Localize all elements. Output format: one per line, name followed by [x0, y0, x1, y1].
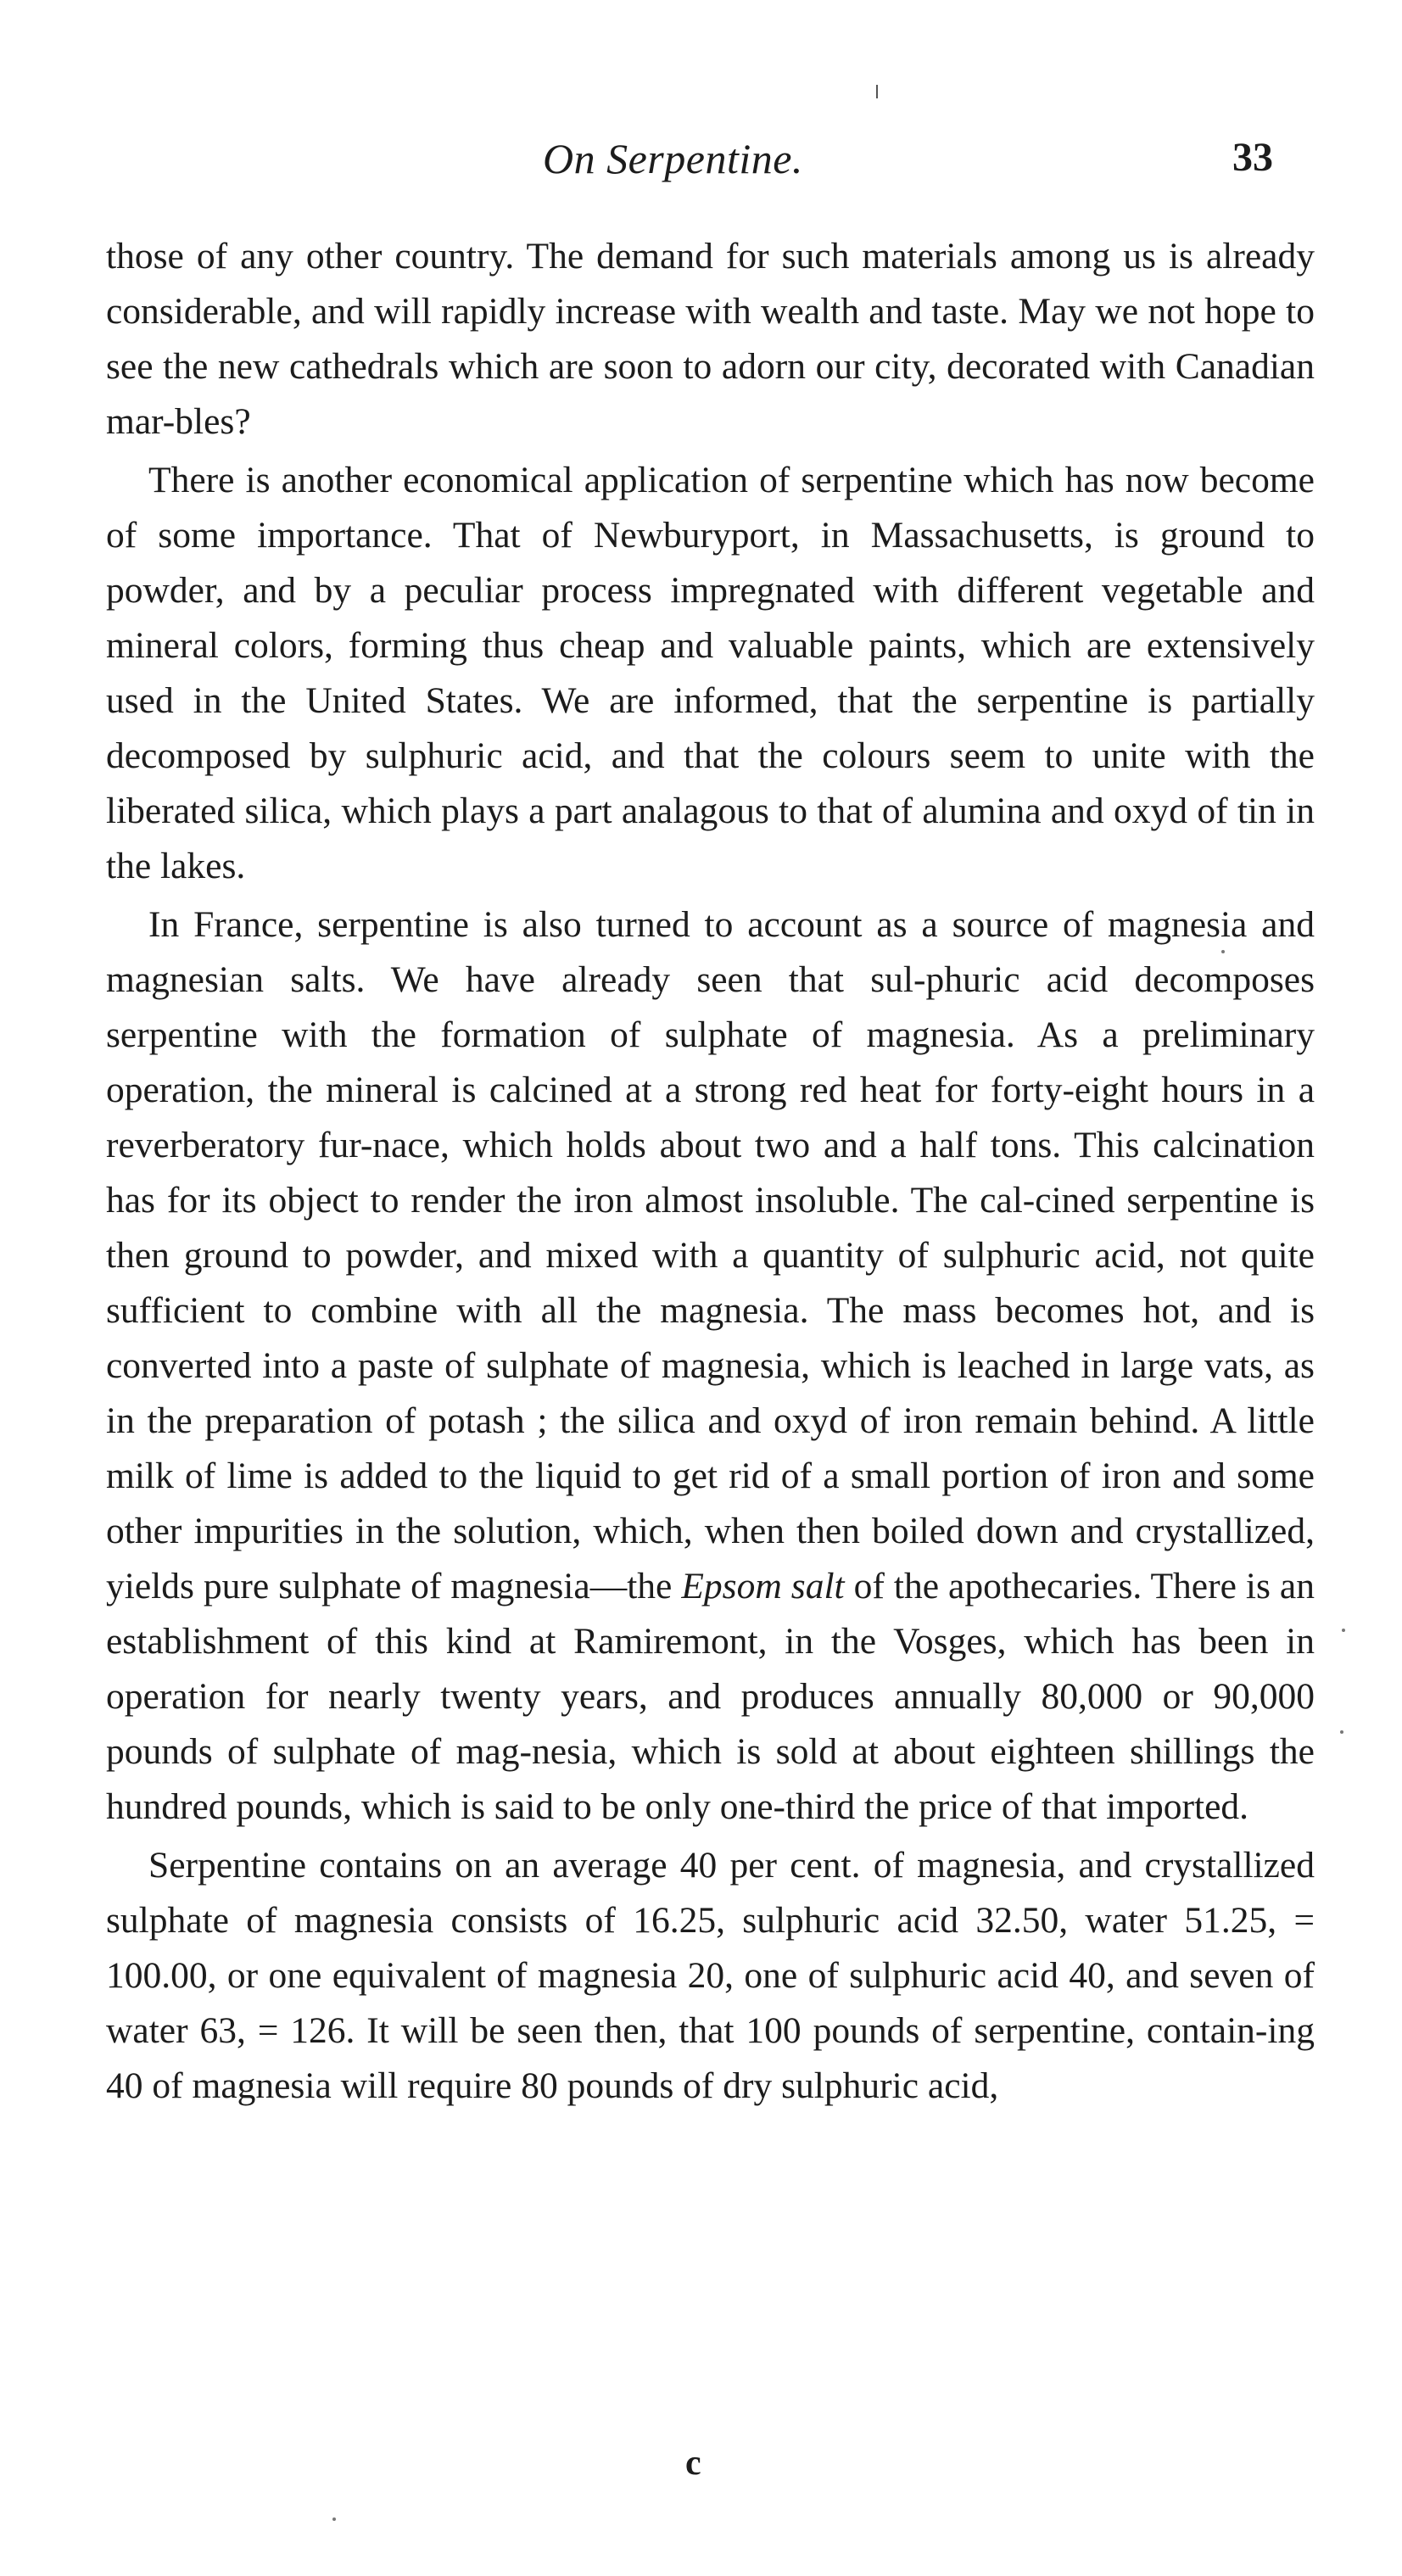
running-title: On Serpentine. [543, 135, 803, 182]
paragraph-3-text-end: of the apothecaries. There is an establishment of this kind at Ramiremont, in the Vosges, which has been in operation for nearly twenty years, and produces annually 80,000 or 90,000 pounds of sulphate of mag-nesia, which is sold at about eighteen shillings the hundred pounds, which is said to be only one-third the price of that imported. [106, 1566, 1315, 1827]
paragraph-3-text-start: In France, serpentine is also turned to account as a source of magnesia and magnesian salts. We have already seen that sul-phuric acid decomposes serpentine with the formation of sulphate of magnesia. As a preliminary operation, the mineral is calcined at a strong red heat for forty-eight hours in a reverberatory fur-nace, which holds about two and a half tons. This calcination has for its object to render the iron almost insoluble. The cal-cined serpentine is then ground to powder, and mixed with a quantity of sulphuric acid, not quite sufficient to combine with all the magnesia. The mass becomes hot, and is converted into a paste of sulphate of magnesia, which is leached in large vats, as in the preparation of potash ; the silica and oxyd of iron remain behind. A little milk of lime is added to the liquid to get rid of a small portion of iron and some other impurities in the solution, which, when then boiled down and crystallized, yields pure sulphate of magnesia—the [106, 904, 1315, 1607]
paragraph-3 [106, 897, 1315, 1835]
ink-speck [1340, 1730, 1343, 1734]
ink-speck [1342, 1629, 1345, 1632]
page-number: 33 [1232, 135, 1273, 180]
paragraph-1: those of any other country. The demand for such materials among us is already considerable, and will rapidly increase with wealth and taste. May we not hope to see the new cathedrals which are soon to adorn our city, decorated with Canadian mar-bles? [106, 236, 1315, 442]
epsom-salt-italic: Epsom salt [681, 1566, 845, 1607]
paragraph-2: There is another economical application of serpentine which has now become of some importance. That of Newburyport, in Massachusetts, is ground to powder, and by a peculiar process impregnated with different vegetable and mineral colors, forming thus cheap and valuable paints, which are extensively used in the United States. We are informed, that the serpentine is partially decomposed by sulphuric acid, and that the colours seem to unite with the liberated silica, which plays a part analagous to that of alumina and oxyd of tin in the lakes. [106, 460, 1315, 886]
margin-mark [876, 85, 878, 98]
paragraph-4: Serpentine contains on an average 40 per cent. of magnesia, and crystallized sulphate of magnesia consists of 16.25, sulphuric acid 32.50, water 51.25, = 100.00, or one equivalent of magnesia 20, one of sulphuric acid 40, and seven of water 63, = 126. It will be seen then, that 100 pounds of serpentine, contain-ing 40 of magnesia will require 80 pounds of dry sulphuric acid, [106, 1845, 1315, 2106]
ink-speck [1221, 950, 1225, 953]
body-text [106, 229, 1315, 2114]
page-header [0, 134, 1402, 202]
signature-mark: c [685, 2444, 701, 2483]
ink-speck [332, 2517, 336, 2521]
